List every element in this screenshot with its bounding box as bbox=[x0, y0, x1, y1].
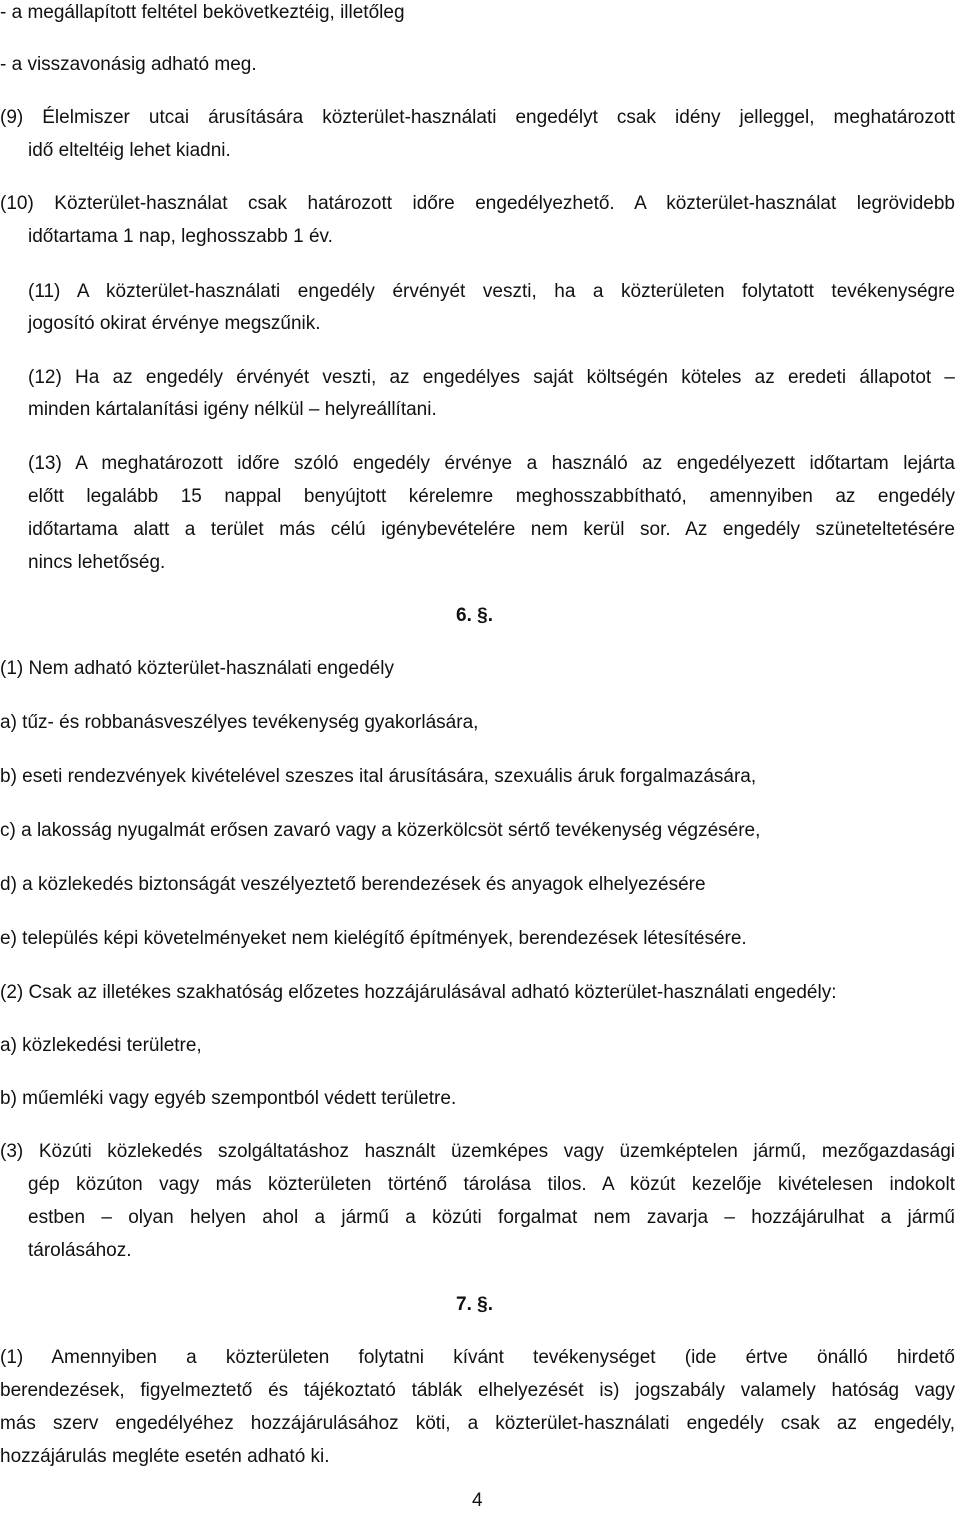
list-item: a) tűz- és robbanásveszélyes tevékenység gyakorlására, bbox=[0, 712, 479, 733]
paragraph-10-line-1: (10) Közterület-használat csak határozott időre engedélyezhető. A közterület-használat legrövidebb bbox=[0, 193, 955, 214]
list-item: d) a közlekedés biztonságát veszélyeztető berendezések és anyagok elhelyezésére bbox=[0, 874, 706, 895]
list-item: e) település képi követelményeket nem kielégítő építmények, berendezések létesítésére. bbox=[0, 928, 747, 949]
section-7-point-1-line-3: más szerv engedélyéhez hozzájárulásához köti, a közterület-használati engedély csak az engedély, bbox=[0, 1413, 955, 1434]
section-6-point-3-line-4: tárolásához. bbox=[28, 1240, 132, 1261]
paragraph-12-line-1: (12) Ha az engedély érvényét veszti, az engedélyes saját költségén köteles az eredeti állapotot – bbox=[28, 367, 955, 388]
list-item: b) eseti rendezvények kivételével szeszes ital árusítására, szexuális áruk forgalmazására, bbox=[0, 766, 757, 787]
paragraph-9-line-2: idő elteltéig lehet kiadni. bbox=[28, 140, 231, 161]
paragraph-11-line-1: (11) A közterület-használati engedély érvényét veszti, ha a közterületen folytatott tevékenységre bbox=[28, 281, 955, 302]
section-6-point-3-line-1: (3) Közúti közlekedés szolgáltatáshoz használt üzemképes vagy üzemképtelen jármű, mezőgazdasági bbox=[0, 1141, 955, 1162]
paragraph-13-line-4: nincs lehetőség. bbox=[28, 552, 166, 573]
paragraph-12-line-2: minden kártalanítási igény nélkül – helyreállítani. bbox=[28, 399, 437, 420]
page-number: 4 bbox=[472, 1490, 483, 1511]
paragraph-9-line-1: (9) Élelmiszer utcai árusítására közterület-használati engedélyt csak idény jelleggel, meghatározott bbox=[0, 107, 955, 128]
section-6-point-3-line-2: gép közúton vagy más közterületen történő tárolása tilos. A közút kezelője kivételesen indokolt bbox=[28, 1174, 955, 1195]
section-7-point-1-line-2: berendezések, figyelmeztető és tájékoztató táblák elhelyezését is) jogszabály valamely hatóság vagy bbox=[0, 1380, 955, 1401]
list-item: - a megállapított feltétel bekövetkeztéig, illetőleg bbox=[0, 2, 405, 23]
section-6-point-3-line-3: estben – olyan helyen ahol a jármű a közúti forgalmat nem zavarja – hozzájárulhat a jármű bbox=[28, 1207, 955, 1228]
section-7-point-1-line-4: hozzájárulás megléte esetén adható ki. bbox=[0, 1446, 330, 1467]
section-7-heading: 7. §. bbox=[456, 1294, 493, 1315]
paragraph-11-line-2: jogosító okirat érvénye megszűnik. bbox=[28, 313, 321, 334]
section-6-point-2: (2) Csak az illetékes szakhatóság előzetes hozzájárulásával adható közterület-használati engedély: bbox=[0, 982, 837, 1003]
paragraph-13-line-1: (13) A meghatározott időre szóló engedély érvénye a használó az engedélyezett időtartam lejárta bbox=[28, 453, 955, 474]
list-item: c) a lakosság nyugalmát erősen zavaró vagy a közerkölcsöt sértő tevékenység végzésére, bbox=[0, 820, 761, 841]
section-7-point-1-line-1: (1) Amennyiben a közterületen folytatni kívánt tevékenységet (ide értve önálló hirdető bbox=[0, 1347, 955, 1368]
paragraph-10-line-2: időtartama 1 nap, leghosszabb 1 év. bbox=[28, 226, 333, 247]
section-6-point-1: (1) Nem adható közterület-használati engedély bbox=[0, 658, 394, 679]
paragraph-13-line-2: előtt legalább 15 nappal benyújtott kérelemre meghosszabbítható, amennyiben az engedély bbox=[28, 486, 955, 507]
list-item: b) műemléki vagy egyéb szempontból védett területre. bbox=[0, 1088, 457, 1109]
section-6-heading: 6. §. bbox=[456, 605, 493, 626]
list-item: - a visszavonásig adható meg. bbox=[0, 54, 257, 75]
list-item: a) közlekedési területre, bbox=[0, 1035, 202, 1056]
paragraph-13-line-3: időtartama alatt a terület más célú igénybevételére nem kerül sor. Az engedély szüneteltetésére bbox=[28, 519, 955, 540]
